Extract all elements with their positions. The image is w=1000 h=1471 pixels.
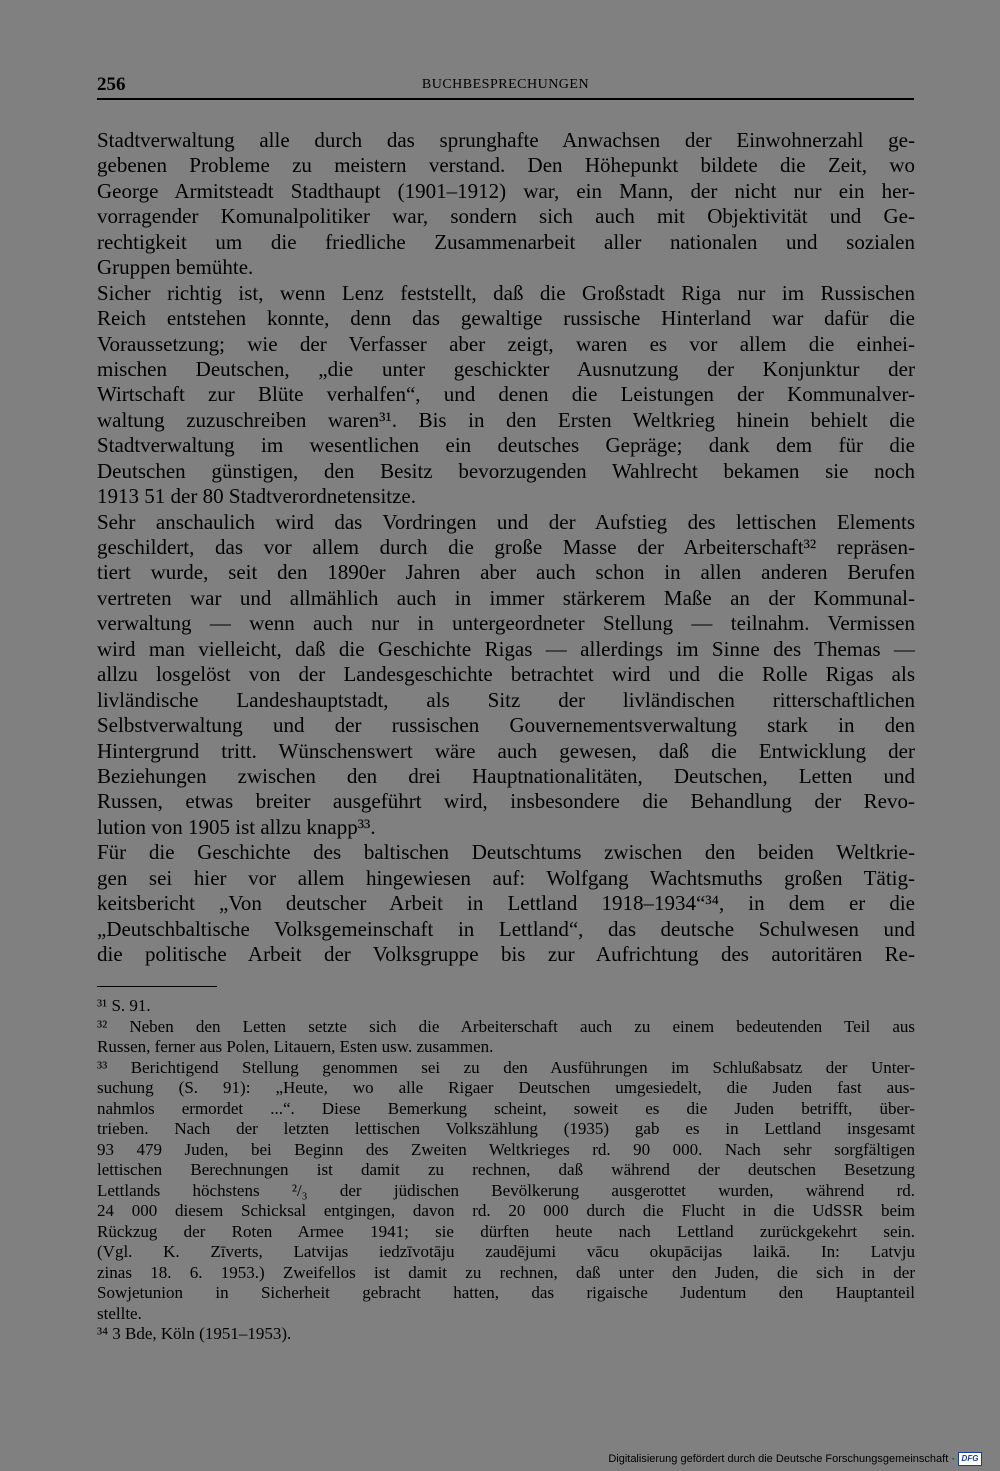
footnote-line: Sowjetunion in Sicherheit gebracht hatten, das rigaische Judentum den Hauptanteil: [97, 1283, 915, 1302]
footnote-line: stellte.: [97, 1303, 142, 1323]
text-line: Sicher richtig ist, wenn Lenz feststellt, daß die Großstadt Riga nur im Russischen: [97, 280, 915, 305]
text-line: mischen Deutschen, „die unter geschickter Ausnutzung der Konjunktur der: [97, 356, 915, 381]
footnote-line: Russen, ferner aus Polen, Litauern, Esten usw. zusammen.: [97, 1037, 494, 1056]
footnote-line: zinas 18. 6. 1953.) Zweifellos ist damit zu rechnen, daß unter den Juden, die sich in der: [97, 1262, 915, 1282]
footnote-line: ³¹ S. 91.: [97, 996, 151, 1015]
text-line: vertreten war und allmählich auch in immer stärkerem Maße an der Kommunal-: [97, 585, 915, 610]
text-line: waltung zuzuschreiben waren³¹. Bis in den Ersten Weltkrieg hinein behielt die: [97, 407, 915, 432]
footnote-line: trieben. Nach der letzten lettischen Volkszählung (1935) gab es in Lettland insgesamt: [97, 1119, 915, 1138]
text-line: Deutschen günstigen, den Besitz bevorzugenden Wahlrecht bekamen sie noch: [97, 458, 915, 483]
text-line: rechtigkeit um die friedliche Zusammenarbeit aller nationalen und sozialen: [97, 229, 915, 254]
page-header: [97, 74, 914, 96]
text-line: Russen, etwas breiter ausgeführt wird, insbesondere die Behandlung der Revo-: [97, 789, 915, 814]
footnote-line: ³² Neben den Letten setzte sich die Arbeiterschaft auch zu einem bedeutenden Teil aus: [97, 1016, 915, 1036]
text-line: Voraussetzung; wie der Verfasser aber zeigt, waren es vor allem die einhei-: [97, 331, 915, 356]
footnote: [97, 1017, 915, 1058]
dfg-logo-icon: DFG: [958, 1452, 982, 1466]
text-line: allzu losgelöst von der Landesgeschichte betrachtet wird und die Rolle Rigas als: [97, 662, 915, 687]
text-line: Stadtverwaltung alle durch das sprunghafte Anwachsen der Einwohnerzahl ge-: [97, 128, 915, 152]
text-line: Sehr anschaulich wird das Vordringen und der Aufstieg des lettischen Elements: [97, 509, 915, 534]
text-line: gebenen Probleme zu meistern verstand. Den Höhepunkt bildete die Zeit, wo: [97, 153, 915, 178]
text-line: Selbstverwaltung und der russischen Gouvernementsverwaltung stark in den: [97, 713, 915, 738]
footnote-line: Rückzug der Roten Armee 1941; sie dürften heute nach Lettland zurückgekehrt sein.: [97, 1221, 915, 1241]
footnote: [97, 1058, 915, 1325]
footnote-line: Lettlands höchstens ²/₃ der jüdischen Bevölkerung ausgerottet wurden, während rd.: [97, 1180, 915, 1200]
page-number: 256: [97, 74, 126, 95]
header-rule: [97, 98, 914, 100]
text-line: Reich entstehen konnte, denn das gewaltige russische Hinterland war dafür die: [97, 306, 915, 331]
footnote-line: ³⁴ 3 Bde, Köln (1951–1953).: [97, 1324, 292, 1343]
footnote-line: 24 000 diesem Schicksal entgingen, davon rd. 20 000 durch die Flucht in die UdSSR beim: [97, 1201, 915, 1220]
text-line: die politische Arbeit der Volksgruppe bis zur Aufrichtung des autoritären Re-: [97, 942, 915, 966]
text-line: George Armitsteadt Stadthaupt (1901–1912) war, ein Mann, der nicht nur ein her-: [97, 178, 915, 203]
footnote-line: (Vgl. K. Zīverts, Latvijas iedzīvotāju zaudējumi vācu okupācijas laikā. In: Latvju: [97, 1242, 915, 1261]
text-line: Stadtverwaltung im wesentlichen ein deutsches Gepräge; dank dem für die: [97, 433, 915, 458]
text-line: vorragender Komunalpolitiker war, sondern sich auch mit Objektivität und Ge-: [97, 204, 915, 229]
footnote: [97, 996, 915, 1017]
text-line: gen sei hier vor allem hingewiesen auf: Wolfgang Wachtsmuths großen Tätig-: [97, 865, 915, 890]
text-line: „Deutschbaltische Volksgemeinschaft in Lettland“, das deutsche Schulwesen und: [97, 916, 915, 941]
footnotes: [97, 996, 915, 1345]
text-line: keitsbericht „Von deutscher Arbeit in Lettland 1918–1934“³⁴, in dem er die: [97, 891, 915, 916]
footnote-line: nahmlos ermordet ...“. Diese Bemerkung scheint, soweit es die Juden betrifft, über-: [97, 1098, 915, 1118]
text-line: tiert wurde, seit den 1890er Jahren aber auch schon in allen anderen Berufen: [97, 560, 915, 585]
footnote-rule: [97, 986, 217, 987]
text-line: Wirtschaft zur Blüte verhalfen“, und denen die Leistungen der Kommunalver-: [97, 382, 915, 407]
text-line: Für die Geschichte des baltischen Deutschtums zwischen den beiden Weltkrie-: [97, 840, 915, 865]
text-line: Beziehungen zwischen den drei Hauptnationalitäten, Deutschen, Letten und: [97, 763, 915, 788]
footnote: [97, 1324, 915, 1345]
footnote-line: suchung (S. 91): „Heute, wo alle Rigaer Deutschen umgesiedelt, die Juden fast aus-: [97, 1078, 915, 1097]
text-line: geschildert, das vor allem durch die große Masse der Arbeiterschaft³² repräsen-: [97, 535, 915, 559]
text-line: 1913 51 der 80 Stadtverordnetensitze.: [97, 484, 416, 509]
main-text: [97, 128, 915, 967]
footnote-line: 93 479 Juden, bei Beginn des Zweiten Weltkrieges rd. 90 000. Nach sehr sorgfältigen: [97, 1139, 915, 1159]
text-line: Gruppen bemühte.: [97, 255, 254, 280]
running-head: BUCHBESPRECHUNGEN: [421, 77, 590, 92]
footnote-line: ³³ Berichtigend Stellung genommen sei zu den Ausführungen im Schlußabsatz der Unter-: [97, 1057, 915, 1077]
text-line: wird man vielleicht, daß die Geschichte Rigas — allerdings im Sinne des Themas —: [97, 636, 915, 661]
text-line: lution von 1905 ist allzu knapp³³.: [97, 814, 376, 839]
text-line: verwaltung — wenn auch nur in untergeordneter Stellung — teilnahm. Vermissen: [97, 611, 915, 636]
footnote-line: lettischen Berechnungen ist damit zu rechnen, daß während der deutschen Besetzung: [97, 1160, 915, 1179]
digitization-footer: [608, 1452, 982, 1466]
text-line: livländische Landeshauptstadt, als Sitz der livländischen ritterschaftlichen: [97, 687, 915, 712]
digitization-credit: Digitalisierung gefördert durch die Deutsche Forschungsgemeinschaft ·: [608, 1453, 955, 1465]
text-line: Hintergrund tritt. Wünschenswert wäre auch gewesen, daß die Entwicklung der: [97, 738, 915, 763]
